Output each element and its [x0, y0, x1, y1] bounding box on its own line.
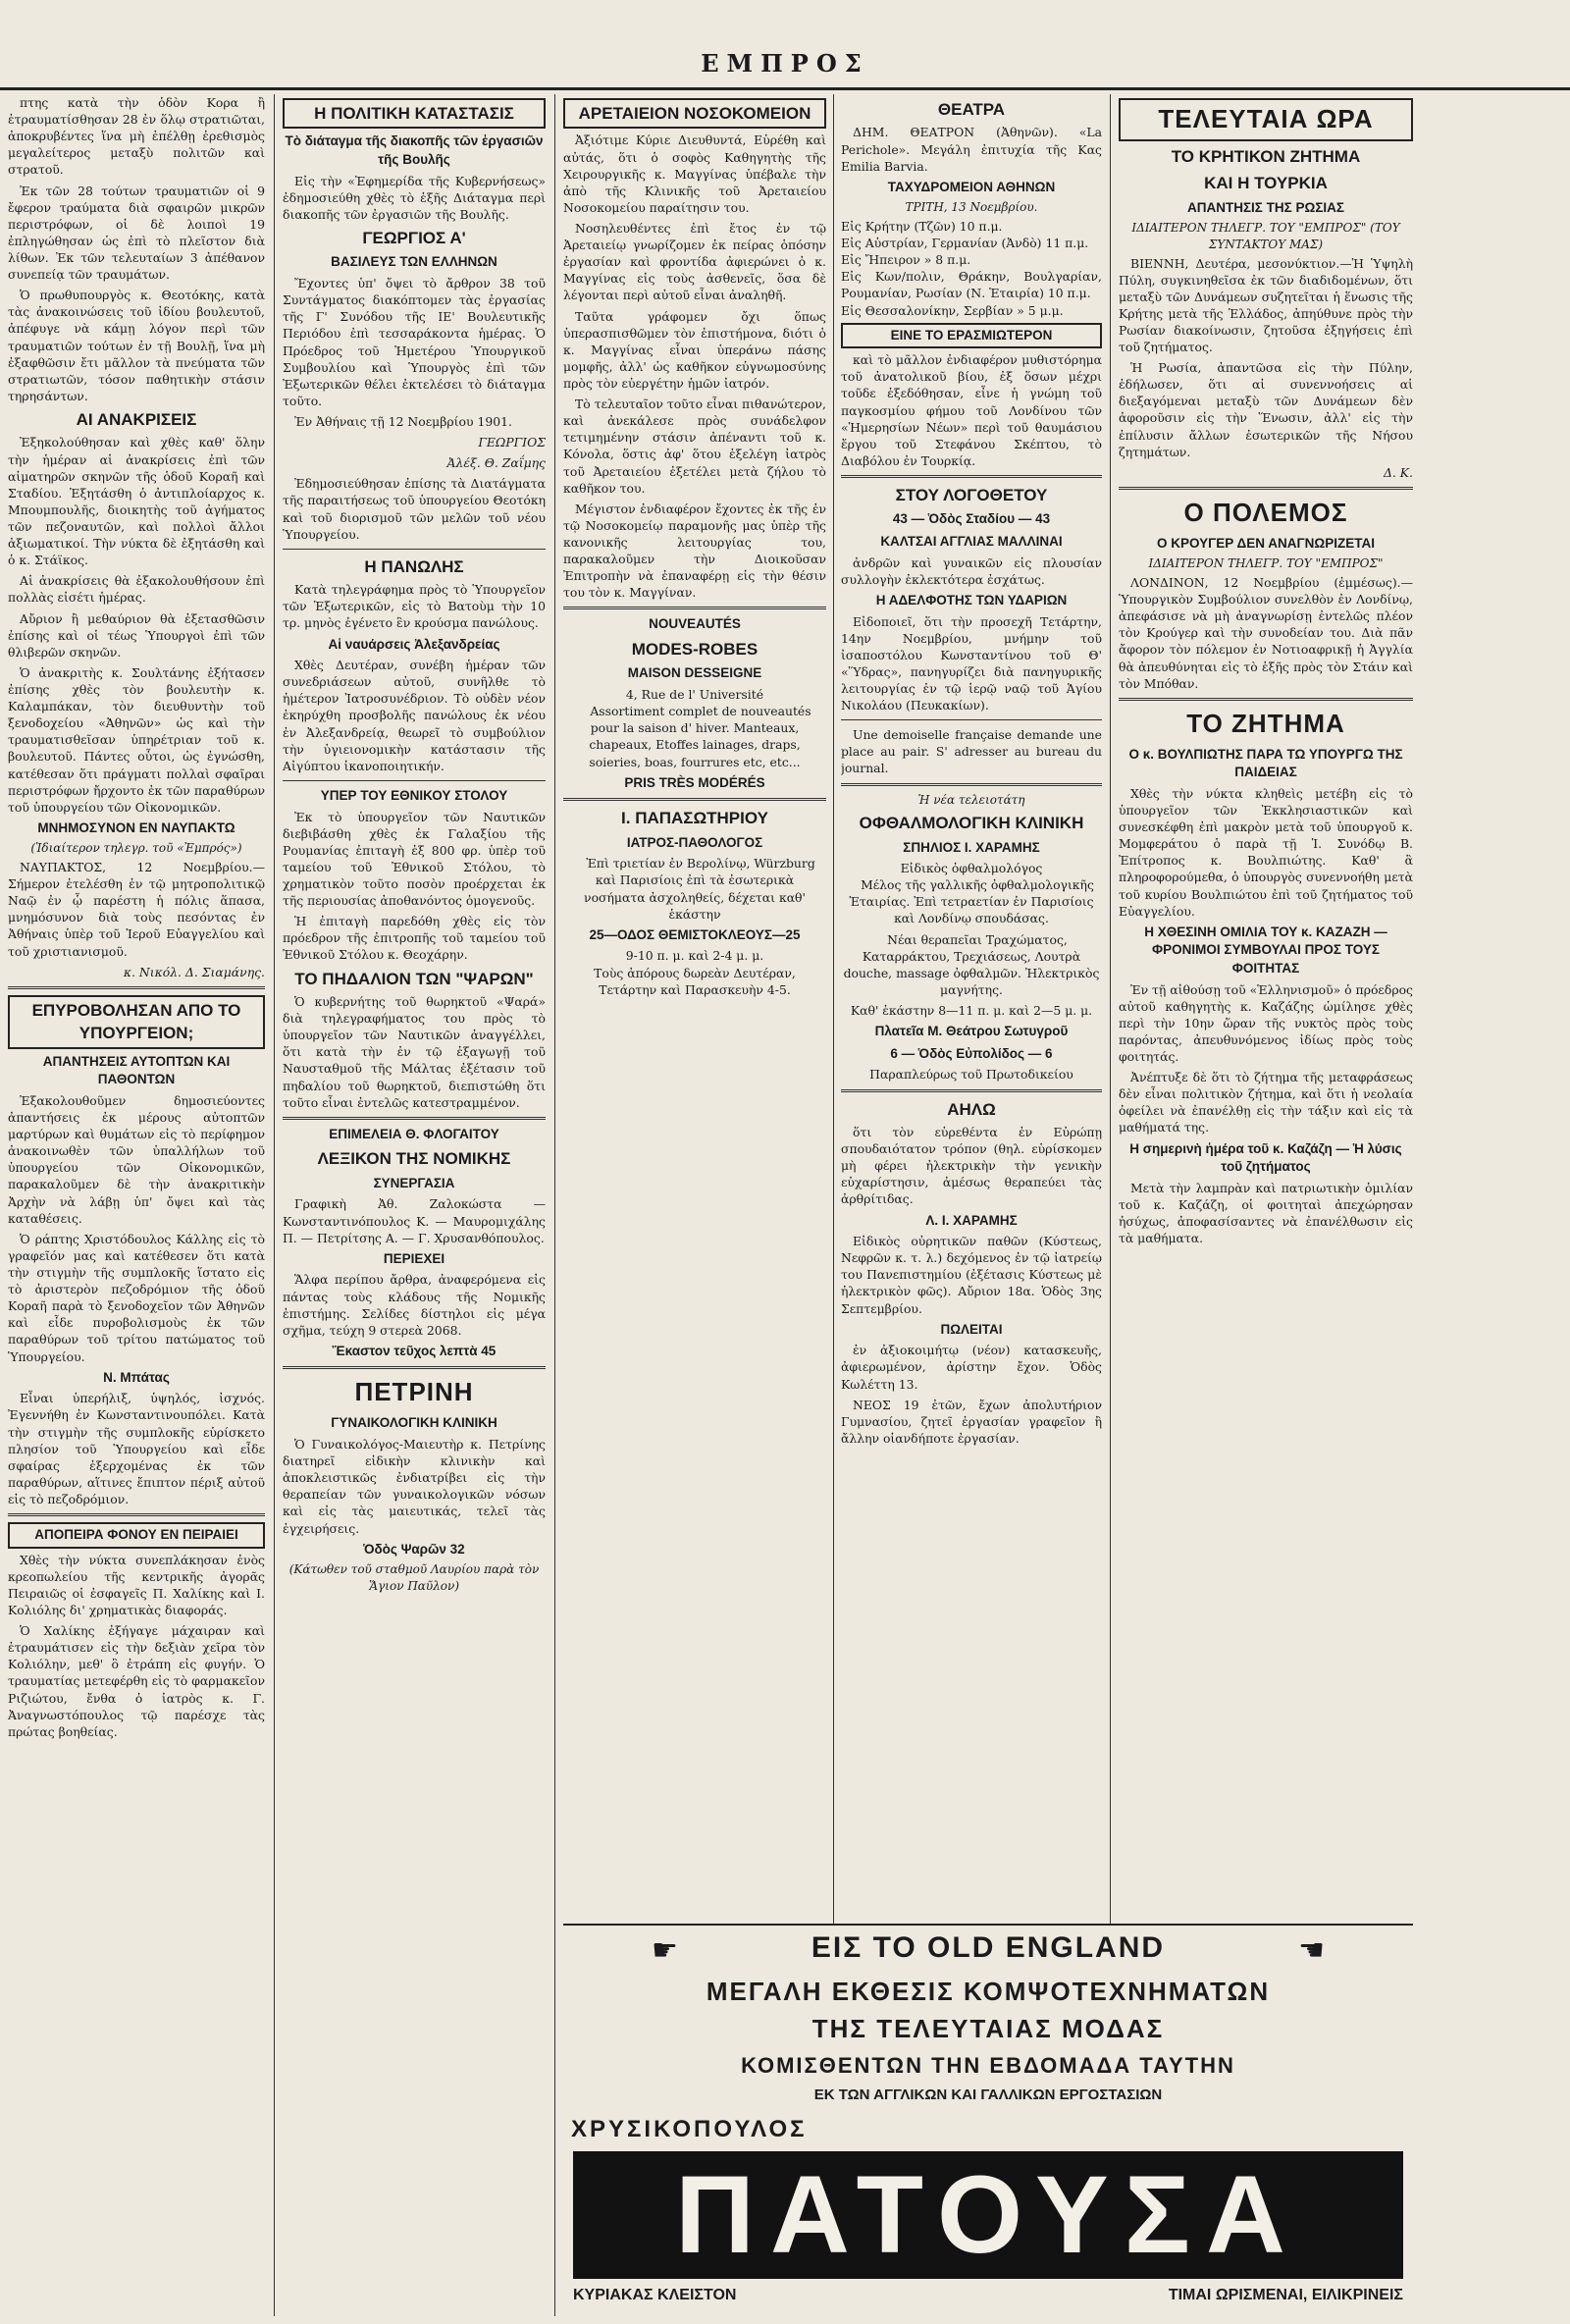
subheadline: ΑΠΑΝΤΗΣΕΙΣ ΑΥΤΟΠΤΩΝ ΚΑΙ ΠΑΘΟΝΤΩΝ	[42, 1053, 231, 1087]
section-heading: ΘΕΑΤΡΑ	[937, 100, 1006, 119]
article-text: Αἱ ἀνακρίσεις θὰ ἐξακολουθήσουν ἐπὶ πολλὰς εἰσέτι ἡμέρας.	[8, 573, 265, 606]
telegram-note: ΙΔΙΑΙΤΕΡΟΝ ΤΗΛΕΓΡ. ΤΟΥ "ΕΜΠΡΟΣ" (ΤΟΥ ΣΥΝΤΑΚΤΟΥ ΜΑΣ)	[1131, 221, 1400, 251]
ad-address: 4, Rue de l' Université	[625, 687, 764, 703]
signature: ΓΕΩΡΓΙΟΣ	[478, 435, 546, 450]
ad-text: ὅτι τὸν εὑρεθέντα ἐν Εὐρώπῃ σπουδαιότατον τρόπον (θηλ. εὑρίσκομεν μὴ φέρει ἠλεκτρικὴν τὴν γενικὴν εὐχαρίστησιν, ἀμέσως θεραπεύει τὰς ἀρθρίτιδας.	[841, 1124, 1102, 1207]
ad-address: Πλατεῖα Μ. Θεάτρου Σωτυγροῦ	[874, 1024, 1069, 1039]
pointing-hand-left-icon: ☚	[1298, 1933, 1325, 1968]
mail-row: Εἰς Ἤπειρον » 8 π.μ.	[841, 252, 971, 268]
section-heading: ΥΠΕΡ ΤΟΥ ΕΘΝΙΚΟΥ ΣΤΟΛΟΥ	[320, 787, 508, 803]
ad-text: καὶ τὸ μᾶλλον ἐνδιαφέρον μυθιστόρημα τοῦ ἀνατολικοῦ βίου, ἐξ ὅσων μέχρι τοῦδε ἐξεδόθησαν, εἶνε ἡ γνώμη τοῦ παγκοσμίου φήμου τοῦ Λονδίνου τῶν «Ἡμερησίων Νέων» περὶ τοῦ θαυμάσιου ἔργου τοῦ Στεφάνου Σκέπτου, τὸ Διαβόλου ἐν Τουρκίᾳ.	[841, 352, 1102, 468]
article-text: Ἐν Ἀθήναις τῇ 12 Νοεμβρίου 1901.	[294, 413, 512, 429]
subheadline: ΤΟ ΚΡΗΤΙΚΟΝ ΖΗΤΗΜΑ	[1171, 146, 1361, 166]
masthead-rule	[0, 88, 1570, 90]
ad-title: ΕΙΝΕ ΤΟ ΕΡΑΣΜΙΩΤΕΡΟΝ	[841, 323, 1102, 349]
advertisement	[563, 615, 826, 792]
ad-note: Τοὺς ἀπόρους δωρεὰν Δευτέραν, Τετάρτην καὶ Παρασκευὴν 4-5.	[594, 965, 796, 997]
ad-heading: NOUVEAUTÉS	[649, 616, 741, 632]
subheadline: Ν. Μπάτας	[103, 1369, 170, 1385]
article-text: Εἰδοποιεῖ, ὅτι τὴν προσεχῆ Τετάρτην, 14ην Νοεμβρίου, μνήμην τοῦ ἰσαποστόλου Κωνσταντίνου τοῦ Θ' «Ὕδρας», πανηγυρίζει διὰ πανηγυρικῆς λειτουργίας ἐν τῷ ἱερῷ ναῷ τοῦ Ἁγίου Νικολάου (Πευκακίων).	[841, 613, 1102, 713]
banner-footer-right: ΤΙΜΑΙ ΩΡΙΣΜΕΝΑΙ, ΕΙΛΙΚΡΙΝΕΙΣ	[1168, 2287, 1403, 2303]
advertisement	[563, 807, 826, 997]
divider	[563, 607, 826, 609]
article-text: Ὁ κυβερνήτης τοῦ θωρηκτοῦ «Ψαρά» διὰ τηλεγραφήματος του πρὸς τὸ ὑπουργεῖον τῶν Ναυτικῶν ἀναγγέλλει, ὅτι κατὰ τὴν ἐν τῷ ἐξαγωγῇ τοῦ Ναυσταθμοῦ τῆς Μάλτας ἐξέτασιν τοῦ πηδαλίου τοῦ θωρηκτοῦ, διεπιστώθη ὅτι τοῦτο εἶναι ἐντελῶς κατεστραμμένον.	[283, 993, 546, 1110]
pointing-hand-right-icon: ☛	[652, 1933, 678, 1968]
ad-text: Μέλος τῆς γαλλικῆς ὀφθαλμολογικῆς Ἑταιρίας. Ἐπὶ τετραετίαν ἐν Παρισίοις καὶ Λονδίνῳ σπουδάσας.	[849, 877, 1094, 926]
banner-line: ΜΕΓΑΛΗ ΕΚΘΕΣΙΣ ΚΟΜΨΟΤΕΧΝΗΜΑΤΩΝ	[706, 1977, 1271, 2006]
divider	[283, 549, 546, 550]
section-heading: ΜΝΗΜΟΣΥΝΟΝ ΕΝ ΝΑΥΠΑΚΤΩ	[37, 819, 236, 835]
subheadline: Τὸ διάταγμα τῆς διακοπῆς τῶν ἐργασιῶν τῆς Βουλῆς	[285, 133, 544, 168]
subheadline: Η σημερινὴ ἡμέρα τοῦ κ. Καζάζη — Ἡ λύσις τοῦ ζητήματος	[1129, 1140, 1402, 1175]
ad-subtitle: ΣΥΝΕΡΓΑΣΙΑ	[373, 1175, 455, 1190]
ad-title: ΠΕΤΡΙΝΗ	[354, 1377, 474, 1407]
ad-address: Ὁδὸς Ψαρῶν 32	[363, 1541, 465, 1557]
ad-subtitle: MAISON DESSEIGNE	[627, 665, 762, 681]
divider	[841, 719, 1102, 720]
article-text: Ἀνέπτυξε δὲ ὅτι τὸ ζήτημα τῆς μεταφράσεως δὲν εἶναι πολιτικὸν ζήτημα, καὶ ὅτι ἡ νεολαία ὀφείλει νὰ ἐπανέλθῃ εἰς τὴν τάξιν καὶ εἰς τὰ μαθήματά της.	[1119, 1070, 1413, 1136]
article-text: Ὁ Χαλίκης ἐξήγαγε μάχαιραν καὶ ἐτραυμάτισεν εἰς τὴν δεξιὰν χεῖρα τὸν Κολιόλην, μεθ' ὃ ἐτράπη εἰς φυγήν. Ὁ τραυματίας μετεφέρθη εἰς τὸ φαρμακεῖον Ριζιώτου, ἔνθα ὁ ἰατρὸς κ. Γ. Ἀναγνωστόπουλος τῷ παρέσχε τὰς πρώτας βοηθείας.	[8, 1623, 265, 1739]
ad-text: Ὁ Γυναικολόγος-Μαιευτὴρ κ. Πετρίνης διατηρεῖ εἰδικὴν κλινικὴν καὶ ἀποκλειστικῶς ἐνδιατρίβει εἰς τὴν θεραπείαν τῶν γυναικολογικῶν νόσων καὶ εἰς τὰς μαιευτικάς, τελεῖ τὰς ἐγχειρήσεις.	[283, 1436, 546, 1536]
article-text: ΔΗΜ. ΘΕΑΤΡΟΝ (Ἀθηνῶν). «La Perichole». Μεγάλη ἐπιτυχία τῆς Κας Emilia Barvia.	[841, 125, 1102, 174]
headline: ΤΟ ΖΗΤΗΜΑ	[1186, 708, 1345, 738]
signature: Ἀλέξ. Θ. Ζαΐμης	[446, 455, 546, 471]
signature: κ. Νικόλ. Δ. Σιαμάνης.	[123, 964, 265, 979]
article-text: ΛΟΝΔΙΝΟΝ, 12 Νοεμβρίου (ἐμμέσως).—Ὑπουργικὸν Συμβούλιον συνελθὸν ἐν Λονδίνῳ, ἀπεφάσισε νὰ μὴ ἀναγνωρίσῃ ἐντελῶς πλέον τὸν Κρούγερ καὶ τὴν συνοδείαν του. Διὰ πᾶν ἄφορον τὸν πόλεμον ἐν Νοτιοαφρικῇ ἡ Ἀγγλία θὰ ἀπευθύνηται εἰς τὸ ἑξῆς πρὸς τὸν Στάιν καὶ τὸν Μπόθαν.	[1119, 574, 1413, 691]
article-text: Ἐκ τῶν 28 τούτων τραυματιῶν οἱ 9 ἔφερον τραύματα διὰ σφαιρῶν μικρῶν περιστρόφων, οἱ δὲ λοιποὶ 19 ἐπληγώθησαν ὡς ἐπὶ τὸ πλεῖστον διὰ λίθων. Ἐκ τῶν τελευταίων 3 ἀπέθανον συνεπείᾳ τῶν τραυμάτων.	[8, 183, 265, 283]
telegram-note: ΙΔΙΑΙΤΕΡΟΝ ΤΗΛΕΓΡ. ΤΟΥ "ΕΜΠΡΟΣ"	[1148, 556, 1384, 571]
article-text: Χθὲς τὴν νύκτα κληθεὶς μετέβη εἰς τὸ ὑπουργεῖον τῶν Ἐκκλησιαστικῶν καὶ συνεσκέφθη ἐπὶ μακρὸν μετὰ τοῦ ὑπουργοῦ κ. Μομφεράτου ὁ παρὰ τῇ Ἱ. Συνόδῳ Β. Ἐπίτροπος κ. Βουλπιώτης. Καθ' ἃ πληροφορούμεθα, ὁ ὑπουργὸς συνεννοήθη μετὰ τοῦ κυρίου Βουλπιώτου ἐπὶ τοῦ ζητήματος τοῦ Εὐαγγελίου.	[1119, 785, 1413, 919]
telegram-note: (Ἰδιαίτερον τηλεγρ. τοῦ «Ἐμπρός»)	[30, 841, 242, 856]
signature: Δ. Κ.	[1383, 464, 1413, 480]
article-text: πτης κατὰ τὴν ὁδὸν Κορα ἢ ἐτραυματίσθησαν 28 ἐν ὅλῳ στρατιῶται, ἀποκρυβέντες ἵνα μὴ ἐπέλθῃ ἐρεθισμὸς μεγαλείτερος μεταξὺ πολιτῶν καὶ στρατοῦ.	[8, 95, 265, 178]
banner-footer-left: ΚΥΡΙΑΚΑΣ ΚΛΕΙΣΤΟΝ	[573, 2287, 737, 2303]
section-heading: Η ΠΑΝΩΛΗΣ	[364, 556, 464, 576]
banner-line: ΤΗΣ ΤΕΛΕΥΤΑΙΑΣ ΜΟΔΑΣ	[811, 2014, 1165, 2043]
ad-title: ΛΕΞΙΚΟΝ ΤΗΣ ΝΟΜΙΚΗΣ	[317, 1149, 511, 1169]
headline: ΕΠΥΡΟΒΟΛΗΣΑΝ ΑΠΟ ΤΟ ΥΠΟΥΡΓΕΙΟΝ;	[8, 995, 265, 1049]
article-text: Μέγιστον ἐνδιαφέρον ἔχοντες ἐκ τῆς ἐν τῷ Νοσοκομείῳ παραμονῆς μας ὑπὲρ τῆς κανονικῆς λειτουργίας του, παρακαλοῦμεν τὴν Διοικοῦσαν Ἐπιτροπὴν νὰ ἐπαναφέρῃ εἰς τὴν θέσιν του τὸν κ. Μαγγίναν.	[563, 501, 826, 601]
ad-title: ΟΦΘΑΛΜΟΛΟΓΙΚΗ ΚΛΙΝΙΚΗ	[859, 814, 1084, 833]
ad-heading: ΕΠΙΜΕΛΕΙΑ Θ. ΦΛΟΓΑΙΤΟΥ	[329, 1126, 499, 1141]
divider	[8, 1513, 265, 1516]
masthead	[0, 0, 1570, 90]
banner-line: ΕΚ ΤΩΝ ΑΓΓΛΙΚΩΝ ΚΑΙ ΓΑΛΛΙΚΩΝ ΕΡΓΟΣΤΑΣΙΩΝ	[813, 2086, 1163, 2103]
article-text: Ἡ Ρωσία, ἀπαντῶσα εἰς τὴν Πύλην, ἐδήλωσεν, ὅτι αἱ συνεννοήσεις αἱ διεξαγόμεναι μεταξὺ τῶν Δυνάμεων δὲν ἀφοροῦσιν εἰς τὴν Ἕνωσιν, ἀλλ' εἰς τὴν ἐπίλυσιν ἄλλων ἐσωτερικῶν τῆς Νήσου ζητημάτων.	[1119, 360, 1413, 459]
divider	[283, 1366, 546, 1369]
ad-address: 25—ΟΔΟΣ ΘΕΜΙΣΤΟΚΛΕΟΥΣ—25	[589, 926, 801, 942]
headline: ΑΠΟΠΕΙΡΑ ΦΟΝΟΥ ΕΝ ΠΕΙΡΑΙΕΙ	[8, 1522, 265, 1549]
article-text: Μετὰ τὴν λαμπρὰν καὶ πατριωτικὴν ὁμιλίαν τοῦ κ. Καζάζη, οἱ φοιτηταὶ ἀπεχώρησαν ἡσύχως, ἀποφασίσαντες νὰ ἐπανέλθωσιν εἰς τὰ μαθήματα.	[1119, 1180, 1413, 1246]
section-heading: ΑΙ ΑΝΑΚΡΙΣΕΙΣ	[76, 409, 197, 429]
masthead-rule-thin	[0, 87, 1570, 88]
article-text: Ἐδημοσιεύθησαν ἐπίσης τὰ Διατάγματα τῆς παραιτήσεως τοῦ ὑπουργείου Θεοτόκη καὶ τοῦ διορισμοῦ τῶν μελῶν τοῦ νέου Ὑπουργείου.	[283, 476, 546, 542]
divider	[1119, 698, 1413, 701]
headline: ΤΕΛΕΥΤΑΙΑ ΩΡΑ	[1119, 98, 1413, 141]
ad-subtitle: ΙΑΤΡΟΣ-ΠΑΘΟΛΟΓΟΣ	[626, 834, 763, 850]
divider	[1119, 487, 1413, 490]
ad-heading: Ἡ νέα τελειοτάτη	[917, 792, 1025, 807]
ad-subtitle: ΚΑΛΤΣΑΙ ΑΓΓΛΙΑΣ ΜΑΛΛΙΝΑΙ	[880, 534, 1063, 550]
ad-address: 43 — Ὁδὸς Σταδίου — 43	[892, 511, 1051, 527]
divider	[283, 1117, 546, 1120]
ad-text: Ἐπὶ τριετίαν ἐν Βερολίνῳ, Würzburg καὶ Παρισίοις ἐπὶ τὰ ἐσωτερικὰ νοσήματα ἀσχοληθείς, δέχεται καθ' ἑκάστην	[584, 856, 815, 922]
subheadline: Ο κ. ΒΟΥΛΠΙΩΤΗΣ ΠΑΡΑ ΤΩ ΥΠΟΥΡΓΩ ΤΗΣ ΠΑΙΔΕΙΑΣ	[1128, 746, 1403, 780]
column-divider	[554, 94, 555, 2316]
section-heading: ΤΑΧΥΔΡΟΜΕΙΟΝ ΑΘΗΝΩΝ	[887, 179, 1056, 194]
article-text: Αὔριον ἢ μεθαύριον θὰ ἐξετασθῶσιν ἐπίσης καὶ οἱ τέως Ὑπουργοὶ ἐπὶ τῶν θλιβερῶν σκηνῶν.	[8, 610, 265, 660]
article-text: Εἰς τὴν «Ἐφημερίδα τῆς Κυβερνήσεως» ἐδημοσιεύθη χθὲς τὸ ἑξῆς Διάταγμα περὶ διακοπῆς τῶν ἐργασιῶν τῆς Βουλῆς.	[283, 173, 546, 222]
mail-row: Εἰς Κων/πολιν, Θράκην, Βουλγαρίαν, Ρουμανίαν, Ρωσίαν (Ν. Ἑταιρία) 10 π.μ.	[841, 269, 1102, 301]
article-text: Τὸ τελευταῖον τοῦτο εἶναι πιθανώτερον, καὶ ἀνεκάλεσε πρὸς συνάδελφον τετιμημένην στάσιν ἀπέναντι τοῦ κ. Κόνολα, ὅστις ἀφ' ὅτου ἐξελέγη ἰατρὸς τοῦ Ἀρεταιείου ἐξετέλει μετὰ ζήλου τὸ καθῆκον του.	[563, 396, 826, 496]
subheadline: ΑΠΑΝΤΗΣΙΣ ΤΗΣ ΡΩΣΙΑΣ	[1186, 199, 1345, 215]
ad-text: Γραφικὴ Ἀθ. Ζαλοκώστα — Κωνσταντινόπουλος Κ. — Μαυρομιχάλης Π. — Πετρίτσης Α. — Γ. Χρυσανθόπουλος.	[283, 1196, 546, 1245]
article-text: Ταῦτα γράφομεν ὄχι ὅπως ὑπερασπισθῶμεν τὸν ἐπιστήμονα, διότι ὁ κ. Μαγγίνας εἶναι ὑπεράνω πάσης μομφῆς, ἀλλ' ὡς καθῆκον εὐγνωμοσύνης πρὸς τὸν εὐεργέτην ἡμῶν ἰατρόν.	[563, 308, 826, 391]
divider	[841, 475, 1102, 478]
banner-big-word: ΠΑΤΟΥΣΑ	[573, 2151, 1403, 2279]
column-2	[283, 94, 546, 2316]
ad-title: Λ. Ι. ΧΑΡΑΜΗΣ	[925, 1212, 1018, 1228]
column-1	[8, 94, 265, 2316]
article-text: Νοσηλευθέντες ἐπὶ ἔτος ἐν τῷ Ἀρεταιείῳ γνωρίζομεν ἐκ πείρας ὁπόσην ἐργασίαν καὶ φροντίδα ἀφιερώνει ὁ κ. Μαγγίνας εἰς τοὺς ἀσθενεῖς, ὅσα δὲ λέγονται περὶ αὐτοῦ εἶναι ἀναληθῆ.	[563, 221, 826, 303]
ad-text: Εἰδικὸς οὐρητικῶν παθῶν (Κύστεως, Νεφρῶν κ. τ. λ.) δεχόμενος ἐν τῷ ἰατρείῳ του Πανεπιστημίου (ἐξέτασις Κύστεως μὲ ἠλεκτρικὸν φῶς). Αὔριον 18α. Ὁδὸς 3ης Σεπτεμβρίου.	[841, 1234, 1102, 1316]
headline: Η ΠΟΛΙΤΙΚΗ ΚΑΤΑΣΤΑΣΙΣ	[283, 98, 546, 129]
article-text: Ὁ πρωθυπουργὸς κ. Θεοτόκης, κατὰ τὰς ἀνακοινώσεις τοῦ ἰδίου βουλευτοῦ, ἀπέφυγε νὰ κάμῃ λόγον περὶ τῶν τραυματιῶν τούτων ἐν τῇ Βουλῇ, ἵνα μὴ ἐξαφθῶσιν ἔτι μᾶλλον τὰ πνεύματα τῶν στρατιωτῶν, τόσον παθητικὴν στάσιν τηρησάντων.	[8, 288, 265, 403]
ad-note: Παραπλεύρως τοῦ Πρωτοδικείου	[869, 1067, 1073, 1083]
article-text: Ἐκ τὸ ὑπουργεῖον τῶν Ναυτικῶν διεβιβάσθη χθὲς ἐκ Γαλαξίου τῆς Ρουμανίας ἐπιταγὴ ἐξ 800 φρ. ὑπὲρ τοῦ ταμείου τοῦ Ἐθνικοῦ Στόλου, τὸ χρηματικὸν τοῦτο ποσὸν προέρχεται ἐκ τῆς περιουσίας ἀποθανόντος ὁμογενοῦς.	[283, 809, 546, 909]
divider	[283, 780, 546, 781]
divider	[841, 783, 1102, 786]
decree-subheading: ΒΑΣΙΛΕΥΣ ΤΩΝ ΕΛΛΗΝΩΝ	[331, 254, 497, 270]
subheadline: Η ΧΘΕΣΙΝΗ ΟΜΙΛΙΑ ΤΟΥ κ. ΚΑΖΑΖΗ — ΦΡΟΝΙΜΟΙ ΣΥΜΒΟΥΛΑΙ ΠΡΟΣ ΤΟΥΣ ΦΟΙΤΗΤΑΣ	[1144, 924, 1387, 976]
mail-row: Εἰς Αὐστρίαν, Γερμανίαν (Ἀνδὸ) 11 π.μ.	[841, 236, 1089, 251]
newspaper-name: ΕΜΠΡΟΣ	[701, 49, 869, 78]
ad-address: 6 — Ὁδὸς Εὐπολίδος — 6	[890, 1045, 1053, 1061]
subheadline: Ο ΚΡΟΥΓΕΡ ΔΕΝ ΑΝΑΓΝΩΡΙΖΕΤΑΙ	[1157, 535, 1375, 551]
article-text: Ἔχοντες ὑπ' ὄψει τὸ ἄρθρον 38 τοῦ Συντάγματος διακόπτομεν τὰς ἐργασίας τῆς Γ' Συνόδου τῆς ΙΕ' Βουλευτικῆς Περιόδου ἐπὶ τεσσαράκοντα ἡμέρας. Ὁ Πρόεδρος τοῦ Ἡμετέρου Ὑπουργικοῦ Συμβουλίου καὶ Ὑπουργὸς ἐπὶ τῶν Ἐξωτερικῶν θέλει ἐκτελέσει τὸ διάταγμα τοῦτο.	[283, 276, 546, 408]
ad-note: (Κάτωθεν τοῦ σταθμοῦ Λαυρίου παρὰ τὸν Ἅγιον Παῦλον)	[288, 1562, 540, 1593]
ad-title: Ι. ΠΑΠΑΣΩΤΗΡΙΟΥ	[621, 809, 768, 828]
subheadline: Αἱ ναυάρσεις Ἀλεξανδρείας	[328, 636, 500, 652]
article-text: Ἡ ἐπιταγὴ παρεδόθη χθὲς εἰς τὸν πρόεδρον τῆς ἐπιτροπῆς τοῦ ταμείου τοῦ Ἐθνικοῦ Στόλου κ. Θεοχάρην.	[283, 914, 546, 963]
ad-hours: Καθ' ἑκάστην 8—11 π. μ. καὶ 2—5 μ. μ.	[850, 1003, 1093, 1019]
ad-subtitle: ΓΥΝΑΙΚΟΛΟΓΙΚΗ ΚΛΙΝΙΚΗ	[331, 1415, 497, 1431]
decree-heading: ΓΕΩΡΓΙΟΣ Α'	[362, 229, 466, 248]
article-text: Ἐξακολουθοῦμεν δημοσιεύοντες ἀπαντήσεις ἐκ μέρους αὐτοπτῶν μαρτύρων καὶ θυμάτων εἰς τὸ περίφημον ἀνακοινωθὲν τῶν ὑπαλλήλων τοῦ ὑπουργείου τῶν Οἰκονομικῶν, παρακαλοῦμεν δὲ τὴν ἀνακριτικὴν Ἀρχὴν νὰ λάβῃ ὑπ' ὄψει καὶ τὰς καταθέσεις.	[8, 1092, 265, 1226]
ad-price: PRIS TRÈS MODÉRÉS	[624, 774, 765, 790]
date-line: ΤΡΙΤΗ, 13 Νοεμβρίου.	[905, 200, 1038, 215]
mail-row: Εἰς Θεσσαλονίκην, Σερβίαν » 5 μ.μ.	[841, 302, 1064, 318]
article-text: Ἐξηκολούθησαν καὶ χθὲς καθ' ὅλην τὴν ἡμέραν αἱ ἀνακρίσεις ἐπὶ τῶν αἱματηρῶν σκηνῶν τῆς ὁδοῦ Κοραῆ καὶ Σταδίου. Ἐξητάσθη ὁ ἀντιπλοίαρχος κ. Μπουμπουλῆς, διοικητὴς τοῦ ἀγήματος τῶν πεζοναυτῶν, καὶ πολλοὶ ἄλλοι ἀξιωματικοί. Τὴν νύκτα δὲ ἐξητάσθη καὶ ὁ κ. Στάϊκος.	[8, 435, 265, 568]
article-text: Κατὰ τηλεγράφημα πρὸς τὸ Ὑπουργεῖον τῶν Ἐξωτερικῶν, εἰς τὸ Βατοὺμ τὴν 10 τρ. μηνὸς ἐγένετο ἓν κρούσμα πανώλους.	[283, 582, 546, 631]
banner-rule	[563, 1924, 1413, 1926]
ad-subtitle: ΣΠΗΛΙΟΣ Ι. ΧΑΡΑΜΗΣ	[903, 839, 1040, 855]
ad-price: Ἕκαστον τεῦχος λεπτὰ 45	[332, 1343, 497, 1358]
banner-line: ΕΙΣ ΤΟ OLD ENGLAND	[811, 1931, 1166, 1964]
article-text: Χθὲς τὴν νύκτα συνεπλάκησαν ἐνὸς κρεοπωλείου τῆς κεντρικῆς ἀγορᾶς Πειραιῶς οἱ ἐσφαγεῖς Π. Χαλίκης καὶ Ι. Κολιόλης δι' χρηματικὰς διαφοράς.	[8, 1552, 265, 1618]
article-text: Ἀξιότιμε Κύριε Διευθυντά, Εὑρέθη καὶ αὐτάς, ὅτι ὁ σοφὸς Καθηγητὴς τῆς Χειρουργικῆς κ. Μαγγίνας ὑπέβαλε τὴν ἀπὸ τῆς Κλινικῆς τοῦ Ἀρεταιείου Νοσοκομείου παραίτησιν του.	[563, 132, 826, 215]
ad-text: ἀνδρῶν καὶ γυναικῶν εἰς πλουσίαν συλλογὴν ἐκλεκτότερα ἐσχάτως.	[841, 555, 1102, 587]
classified-text: Une demoiselle française demande une place au pair. S' adresser au bureau du journal.	[841, 727, 1102, 776]
advertisement	[841, 792, 1102, 1083]
mail-schedule	[841, 218, 1102, 319]
old-england-advertisement	[563, 1924, 1413, 2316]
mail-row: Εἰς Κρήτην (Τζῶν) 10 π.μ.	[841, 218, 1003, 234]
ad-title: ΑΗΛΩ	[947, 1099, 996, 1119]
section-heading: ΤΟ ΠΗΔΑΛΙΟΝ ΤΩΝ "ΨΑΡΩΝ"	[294, 969, 534, 988]
divider	[563, 798, 826, 801]
section-heading: Η ΑΔΕΛΦΟΤΗΣ ΤΩΝ ΥΔΑΡΙΩΝ	[875, 592, 1068, 607]
ad-text: Assortiment complet de nouveautés pour la saison d' hiver. Manteaux, chapeaux, Etoffes lainages, draps, soieries, boas, fourrures etc, etc...	[589, 704, 811, 769]
divider	[8, 986, 265, 989]
headline: ΑΡΕΤΑΙΕΙΟΝ ΝΟΣΟΚΟΜΕΙΟΝ	[563, 98, 826, 129]
ad-text: Νέαι θεραπεῖαι Τραχώματος, Καταρράκτου, Τρεχιάσεως, Λουτρὰ douche, massage ὀφθαλμῶν. Ἠλεκτρικὸς μαγνήτης.	[843, 931, 1100, 997]
classified-heading: ΠΩΛΕΙΤΑΙ	[940, 1321, 1003, 1337]
article-text: Ἐν τῇ αἰθούσῃ τοῦ «Ἑλληνισμοῦ» ὁ πρόεδρος αὐτοῦ καθηγητὴς κ. Καζάζης ὡμίλησε χθὲς περὶ τὴν 10ην ὥραν τῆς νυκτὸς πρὸς τοὺς παρόντας, ἀπευθυνόμενος ἰδίως πρὸς τοὺς φοιτητάς.	[1119, 981, 1413, 1065]
column-divider	[274, 94, 275, 2316]
ad-subtitle: ΠΕΡΙΕΧΕΙ	[383, 1250, 445, 1266]
article-text: Χθὲς Δευτέραν, συνέβη ἡμέραν τῶν συνεδριάσεων αὐτοῦ, συνῆλθε τὸ ἡμέτερον Ἰατροσυνέδριον. Τὸ οὐδὲν νέον ἐκηρύχθη προσβολῆς πανώλους ἐκ νέου ἐν Ἀλεξανδρείᾳ, θεωρεῖ τὸ συμβούλιον τὴν ὑγιειονομικὴν κατάστασιν τῆς Αἰγύπτου ἱκανοποιητικήν.	[283, 658, 546, 773]
ad-hours: 9-10 π. μ. καὶ 2-4 μ. μ.	[625, 948, 764, 964]
divider	[841, 1089, 1102, 1092]
ad-title: MODES-ROBES	[631, 640, 759, 660]
article-text: Ὁ ράπτης Χριστόδουλος Κάλλης εἰς τὸ γραφεῖόν μας καὶ κατέθεσεν ὅτι κατὰ τὴν στιγμὴν τῆς συμπλοκῆς ἵστατο εἰς τὸ ἀριστερὸν πεζοδρόμιον τῆς ὁδοῦ Κοραῆ παρὰ τὸ ξενοδοχεῖον τῶν Ἀθηνῶν καὶ εἶδε πυροβολισμοὺς ἐκ τῶν παραθύρων τοῦ τρίτου πατώματος τοῦ Ὑπουργείου.	[8, 1231, 265, 1364]
article-text: ΒΙΕΝΝΗ, Δευτέρα, μεσονύκτιον.—Ἡ Ὑψηλὴ Πύλη, συγκινηθεῖσα ἐκ τῶν διαδιδομένων, ὅτι μεταξὺ τῶν Δυνάμεων συζητεῖται ἡ ἕνωσις τῆς Κρήτης μετὰ τῆς Ἑλλάδος, ἀπηύθυνε πρὸς τὴν Ρωσίαν διακοίνωσιν, ζητοῦσα ἐξηγήσεις ἐπὶ τοῦ ζητήματος.	[1119, 255, 1413, 355]
ad-text: Εἰδικὸς ὀφθαλμολόγος	[900, 861, 1043, 876]
article-text: ΝΑΥΠΑΚΤΟΣ, 12 Νοεμβρίου.— Σήμερον ἐτελέσθη ἐν τῷ μητροπολιτικῷ Ναῷ ἐν ᾧ παρέστη ἡ πόλις ἅπασα, μνημόσυνον διὰ τοὺς πεσόντας ἐν Ἀθήναις ὑπὲρ τοῦ Ἱεροῦ Εὐαγγελίου καὶ τοῦ χριστιανισμοῦ.	[8, 860, 265, 959]
banner-merchant: ΧΡΥΣΙΚΟΠΟΥΛΟΣ	[571, 2116, 808, 2142]
classified-text: ἐν ἀξιοκοιμήτῳ (νέον) κατασκευῆς, ἀφιερωμένον, ἀρίστην ἔχον. Ὁδὸς Κωλέττη 13.	[841, 1343, 1102, 1392]
ad-title: ΣΤΟΥ ΛΟΓΟΘΕΤΟΥ	[895, 486, 1048, 504]
subheadline: ΚΑΙ Η ΤΟΥΡΚΙΑ	[1204, 174, 1328, 193]
article-text: Εἶναι ὑπερήλιξ, ὑψηλός, ἰσχνός. Ἐγεννήθη ἐν Κωνσταντινουπόλει. Κατὰ τὴν στιγμὴν τῆς συμπλοκῆς εὑρίσκετο πλησίον τοῦ Ὑπουργείου καὶ εἶδε σφαίρας ἐξερχομένας ἐκ τῶν παραθύρων, αἵτινες ἔπιπτον πέριξ αὐτοῦ εἰς τὸ πεζοδρόμιον.	[8, 1391, 265, 1506]
classified-text: ΝΕΟΣ 19 ἐτῶν, ἔχων ἀπολυτήριον Γυμνασίου, ζητεῖ ἐργασίαν γραφεῖον ἢ ἄλλην οἱανδήποτε ἐργασίαν.	[841, 1397, 1102, 1446]
headline: Ο ΠΟΛΕΜΟΣ	[1183, 497, 1348, 527]
ad-text: Ἅλφα περίπου ἄρθρα, ἀναφερόμενα εἰς πάντας τοὺς κλάδους τῆς Νομικῆς ἐπιστήμης. Σελίδες δίστηλοι εἰς μέγα σχῆμα, τεύχη 9 στερεὰ 2068.	[283, 1272, 546, 1338]
article-text: Ὁ ἀνακριτὴς κ. Σουλτάνης ἐξήτασεν ἐπίσης χθὲς τὸν βουλευτὴν κ. Καλαμπάκαν, τὸν διευθυντὴν τοῦ ξενοδοχείου «Ἀθηνῶν» ὡς καὶ τὴν τραυματισθεῖσαν ὑπηρέτριαν τοῦ κ. βουλευτοῦ. Πάντες οὗτοι, ὡς ἐγνώσθη, κατέθεσαν ὅτι πράγματι πολλαὶ σφαῖραι περιστρόφων ἤρχοντο ἐκ τῶν παραθύρων τοῦ ὑπουργείου τῶν Οἰκονομικῶν.	[8, 664, 265, 815]
banner-line: ΚΟΜΙΣΘΕΝΤΩΝ ΤΗΝ ΕΒΔΟΜΑΔΑ ΤΑΥΤΗΝ	[741, 2053, 1235, 2078]
